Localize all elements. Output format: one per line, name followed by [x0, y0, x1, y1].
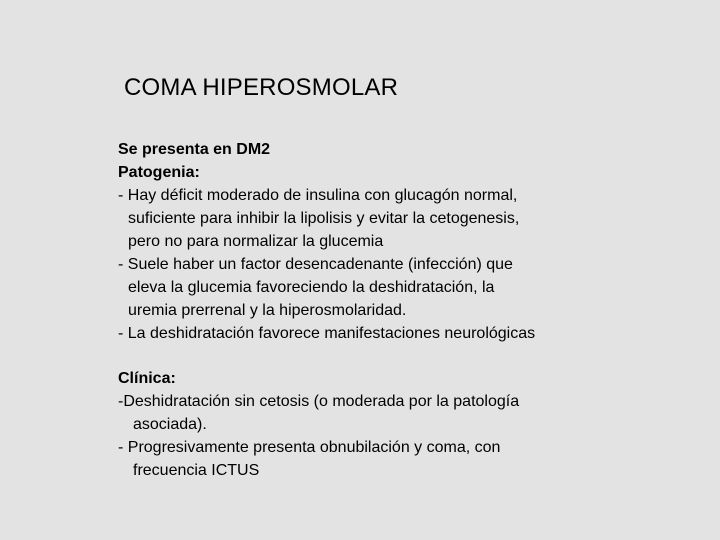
patogenia-heading: Patogenia:	[118, 164, 200, 181]
patogenia-line-6: uremia prerrenal y la hiperosmolaridad.	[128, 302, 407, 319]
patogenia-line-5: eleva la glucemia favoreciendo la deshidratación, la	[128, 279, 495, 296]
patogenia-line-7: - La deshidratación favorece manifestaciones neurológicas	[118, 325, 536, 342]
clinica-line-3: - Progresivamente presenta obnubilación y coma, con	[118, 439, 501, 456]
clinica-line-4: frecuencia ICTUS	[133, 462, 260, 479]
clinica-line-1: -Deshidratación sin cetosis (o moderada por la patología	[118, 393, 520, 410]
paragraph-gap	[118, 345, 708, 367]
patogenia-line-3: pero no para normalizar la glucemia	[128, 233, 384, 250]
intro-line: Se presenta en DM2	[118, 141, 271, 158]
clinica-heading: Clínica:	[118, 370, 176, 387]
slide-title: COMA HIPEROSMOLAR	[124, 74, 399, 101]
patogenia-line-4: - Suele haber un factor desencadenante (infección) que	[118, 256, 513, 273]
slide-body	[118, 138, 708, 482]
patogenia-line-2: suficiente para inhibir la lipolisis y evitar la cetogenesis,	[128, 210, 520, 227]
patogenia-line-1: - Hay déficit moderado de insulina con glucagón normal,	[118, 187, 518, 204]
clinica-line-2: asociada).	[133, 416, 207, 433]
